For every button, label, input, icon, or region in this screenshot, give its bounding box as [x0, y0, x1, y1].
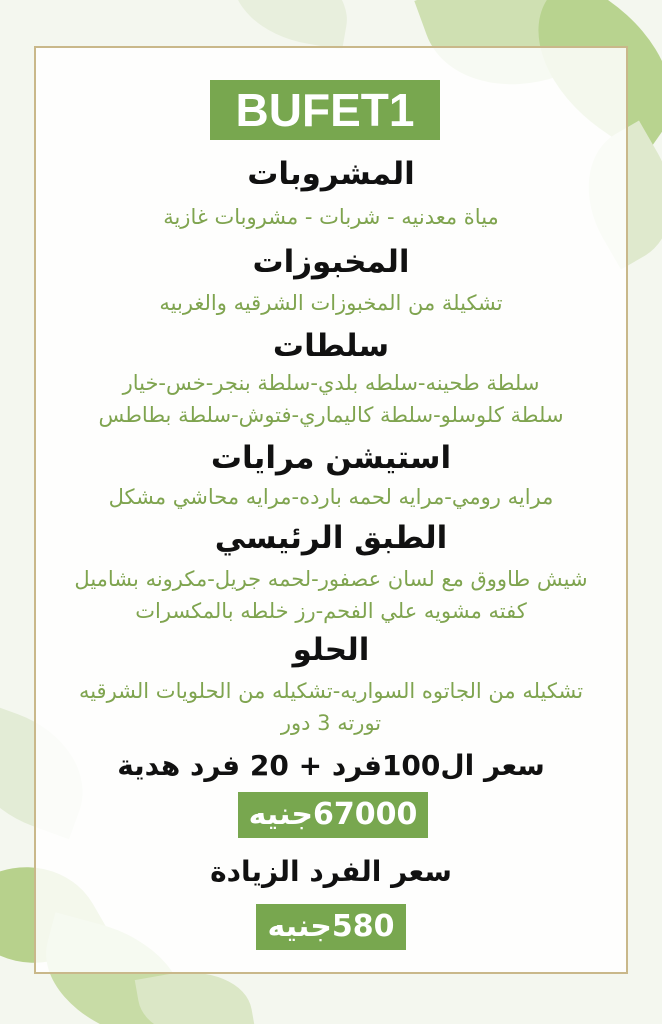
section-heading-main-course: الطبق الرئيسي — [214, 520, 448, 556]
cake-line: تورته 3 دور — [280, 711, 382, 735]
section-heading-drinks: المشروبات — [247, 156, 415, 192]
section-line: تشكيله من الجاتوه السواريه-تشكيله من الحلويات الشرقيه — [78, 679, 584, 703]
leaf-decoration — [224, 0, 356, 50]
section-line: مرايه رومي-مرايه لحمه بارده-مرايه محاشي مشكل — [108, 485, 554, 509]
section-heading-bakery: المخبوزات — [252, 244, 410, 280]
offer-text: سعر ال100فرد + 20 فرد هدية — [117, 749, 545, 782]
page-title: BUFET1 — [210, 80, 440, 140]
section-line: مياة معدنيه - شربات - مشروبات غازية — [163, 205, 499, 229]
section-line: تشكيلة من المخبوزات الشرقيه والغربيه — [159, 291, 503, 315]
extra-price-label: سعر الفرد الزيادة — [210, 855, 452, 888]
section-line: كفته مشويه علي الفحم-رز خلطه بالمكسرات — [135, 599, 527, 623]
section-heading-dessert: الحلو — [292, 632, 370, 668]
menu-card — [34, 46, 628, 974]
section-line: شيش طاووق مع لسان عصفور-لحمه جريل-مكرونه بشاميل — [74, 567, 588, 591]
section-line: سلطة كلوسلو-سلطة كاليماري-فتوش-سلطة بطاطس — [98, 403, 564, 427]
section-heading-station: استيشن مرايات — [210, 440, 452, 476]
extra-price-badge: 580جنيه — [256, 904, 406, 950]
offer-price-badge: 67000جنيه — [238, 792, 428, 838]
section-line: سلطة طحينه-سلطه بلدي-سلطة بنجر-خس-خيار — [122, 371, 540, 395]
section-heading-salads: سلطات — [272, 328, 390, 364]
